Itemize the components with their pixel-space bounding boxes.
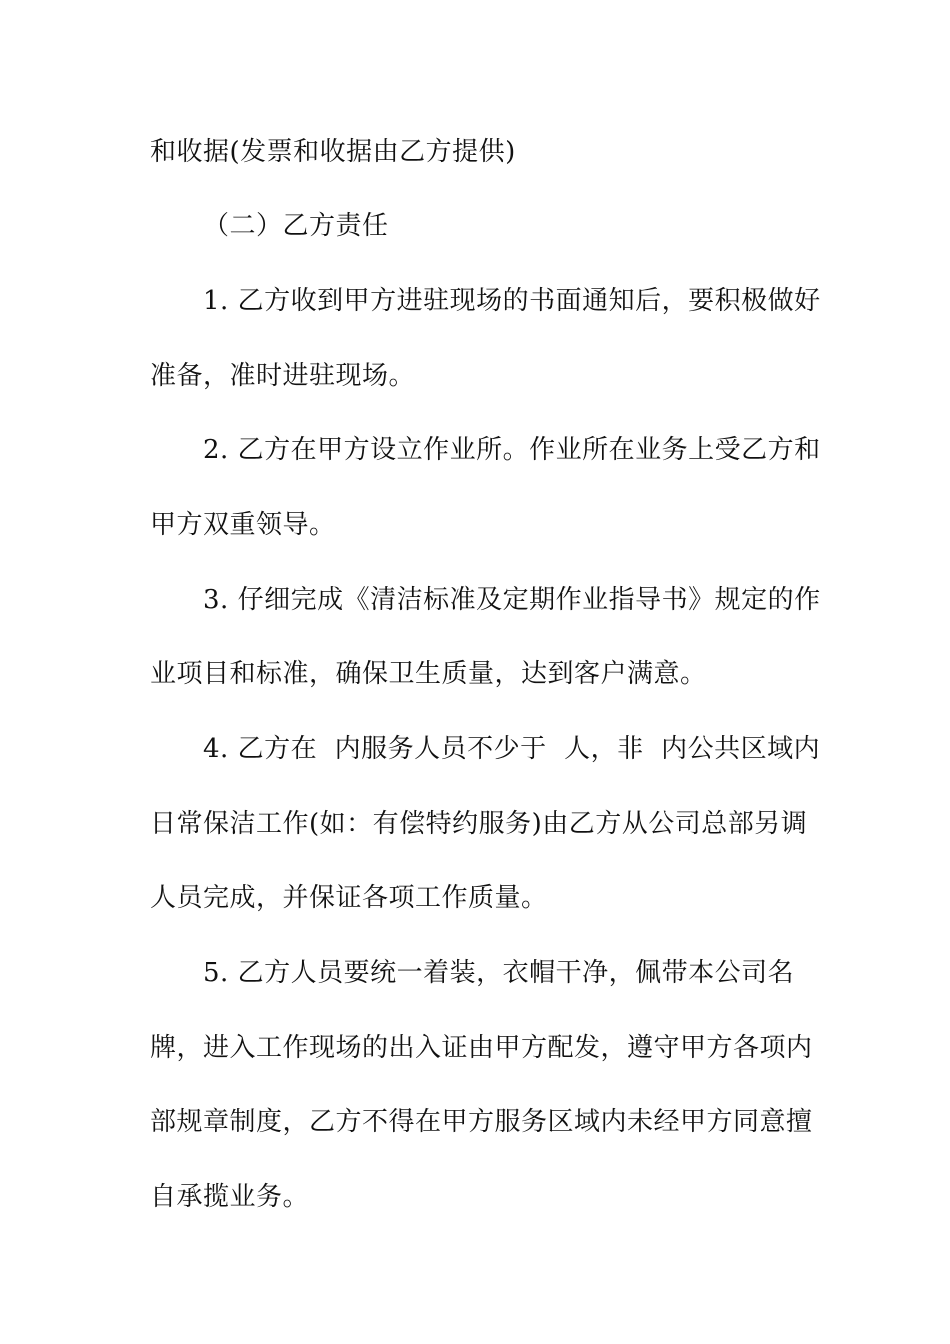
text-line: 人员完成，并保证各项工作质量。 (150, 883, 548, 913)
text-line: 5. 乙方人员要统一着装，衣帽干净，佩带本公司名 (203, 958, 795, 988)
text-line: 3. 仔细完成《清洁标准及定期作业指导书》规定的作 (203, 585, 821, 615)
text-line: 甲方双重领导。 (150, 510, 336, 540)
text-line: 自承揽业务。 (150, 1182, 310, 1212)
text-line: 业项目和标准，确保卫生质量，达到客户满意。 (150, 659, 707, 689)
text-line: 2. 乙方在甲方设立作业所。作业所在业务上受乙方和 (203, 435, 821, 465)
text-line: 准备，准时进驻现场。 (150, 361, 416, 391)
text-line: 部规章制度，乙方不得在甲方服务区域内未经甲方同意擅 (150, 1107, 813, 1137)
text-line: 牌，进入工作现场的出入证由甲方配发，遵守甲方各项内 (150, 1033, 813, 1063)
section-heading: （二）乙方责任 (203, 211, 389, 241)
text-line: 4. 乙方在 内服务人员不少于 人，非 内公共区域内 (203, 734, 821, 764)
text-line: 日常保洁工作(如：有偿特约服务)由乙方从公司总部另调 (150, 809, 808, 839)
text-line: 和收据(发票和收据由乙方提供) (150, 137, 516, 167)
text-line: 1. 乙方收到甲方进驻现场的书面通知后，要积极做好 (203, 286, 821, 316)
